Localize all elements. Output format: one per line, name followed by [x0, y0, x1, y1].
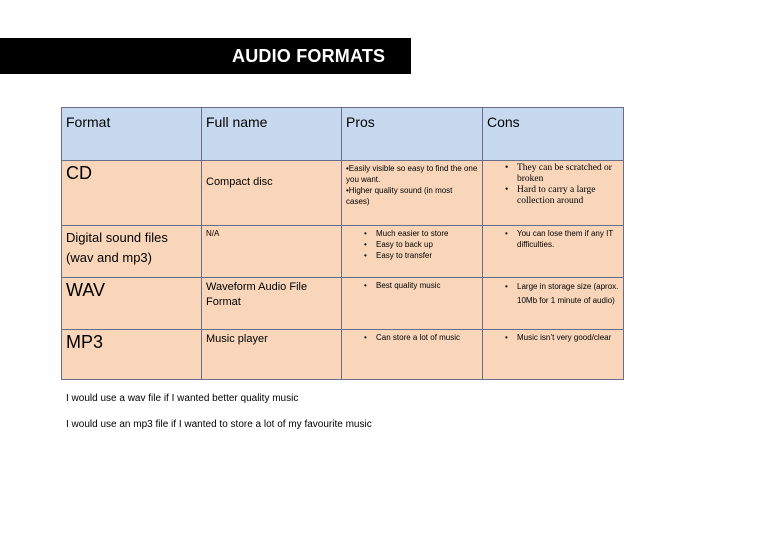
cons-cell	[483, 161, 624, 226]
pros-cell	[342, 330, 483, 380]
pros-cell	[342, 226, 483, 278]
cons-cell	[483, 330, 624, 380]
pros-item: • Easy to transfer	[376, 250, 478, 261]
format-cell: WAV	[62, 278, 202, 330]
pros-item: • Can store a lot of music	[376, 332, 478, 343]
table-header-row	[62, 108, 624, 161]
cons-item: • Large in storage size (aprox. 10Mb for 1 minute of audio)	[517, 280, 619, 308]
pros-item: • Easy to back up	[376, 239, 478, 250]
table-row-wav	[62, 278, 624, 330]
pros-item: •Easily visible so easy to find the one you want.	[346, 164, 478, 184]
page-title: AUDIO FORMATS	[232, 46, 386, 66]
cons-cell	[483, 278, 624, 330]
pros-item: • Best quality music	[376, 280, 478, 291]
cons-item: • They can be scratched or broken	[517, 163, 619, 185]
note-wav: I would use a wav file if I wanted better quality music	[66, 393, 299, 404]
audio-formats-table	[61, 107, 624, 380]
cons-item: • Hard to carry a large collection around	[517, 185, 619, 207]
pros-cell	[342, 161, 483, 226]
table-row-digital	[62, 226, 624, 278]
cons-item: • Music isn’t very good/clear	[517, 332, 619, 343]
pros-cell	[342, 278, 483, 330]
cons-item: • You can lose them if any IT difficulties.	[517, 228, 619, 250]
full-name-cell: Music player	[202, 330, 342, 380]
table-row-mp3	[62, 330, 624, 380]
full-name-cell: Waveform Audio File Format	[202, 278, 342, 330]
header-full-name: Full name	[202, 108, 342, 161]
pros-item: • Much easier to store	[376, 228, 478, 239]
full-name-cell: N/A	[202, 226, 342, 278]
header-pros: Pros	[342, 108, 483, 161]
cons-cell	[483, 226, 624, 278]
header-format: Format	[62, 108, 202, 161]
pros-item: •Higher quality sound (in most cases)	[346, 186, 453, 206]
format-cell: MP3	[62, 330, 202, 380]
table-row-cd	[62, 161, 624, 226]
header-cons: Cons	[483, 108, 624, 161]
title-bar	[0, 38, 411, 74]
format-cell: CD	[62, 161, 202, 226]
format-cell: Digital sound files (wav and mp3)	[62, 226, 202, 278]
full-name-cell: Compact disc	[202, 161, 342, 226]
note-mp3: I would use an mp3 file if I wanted to store a lot of my favourite music	[66, 419, 372, 430]
